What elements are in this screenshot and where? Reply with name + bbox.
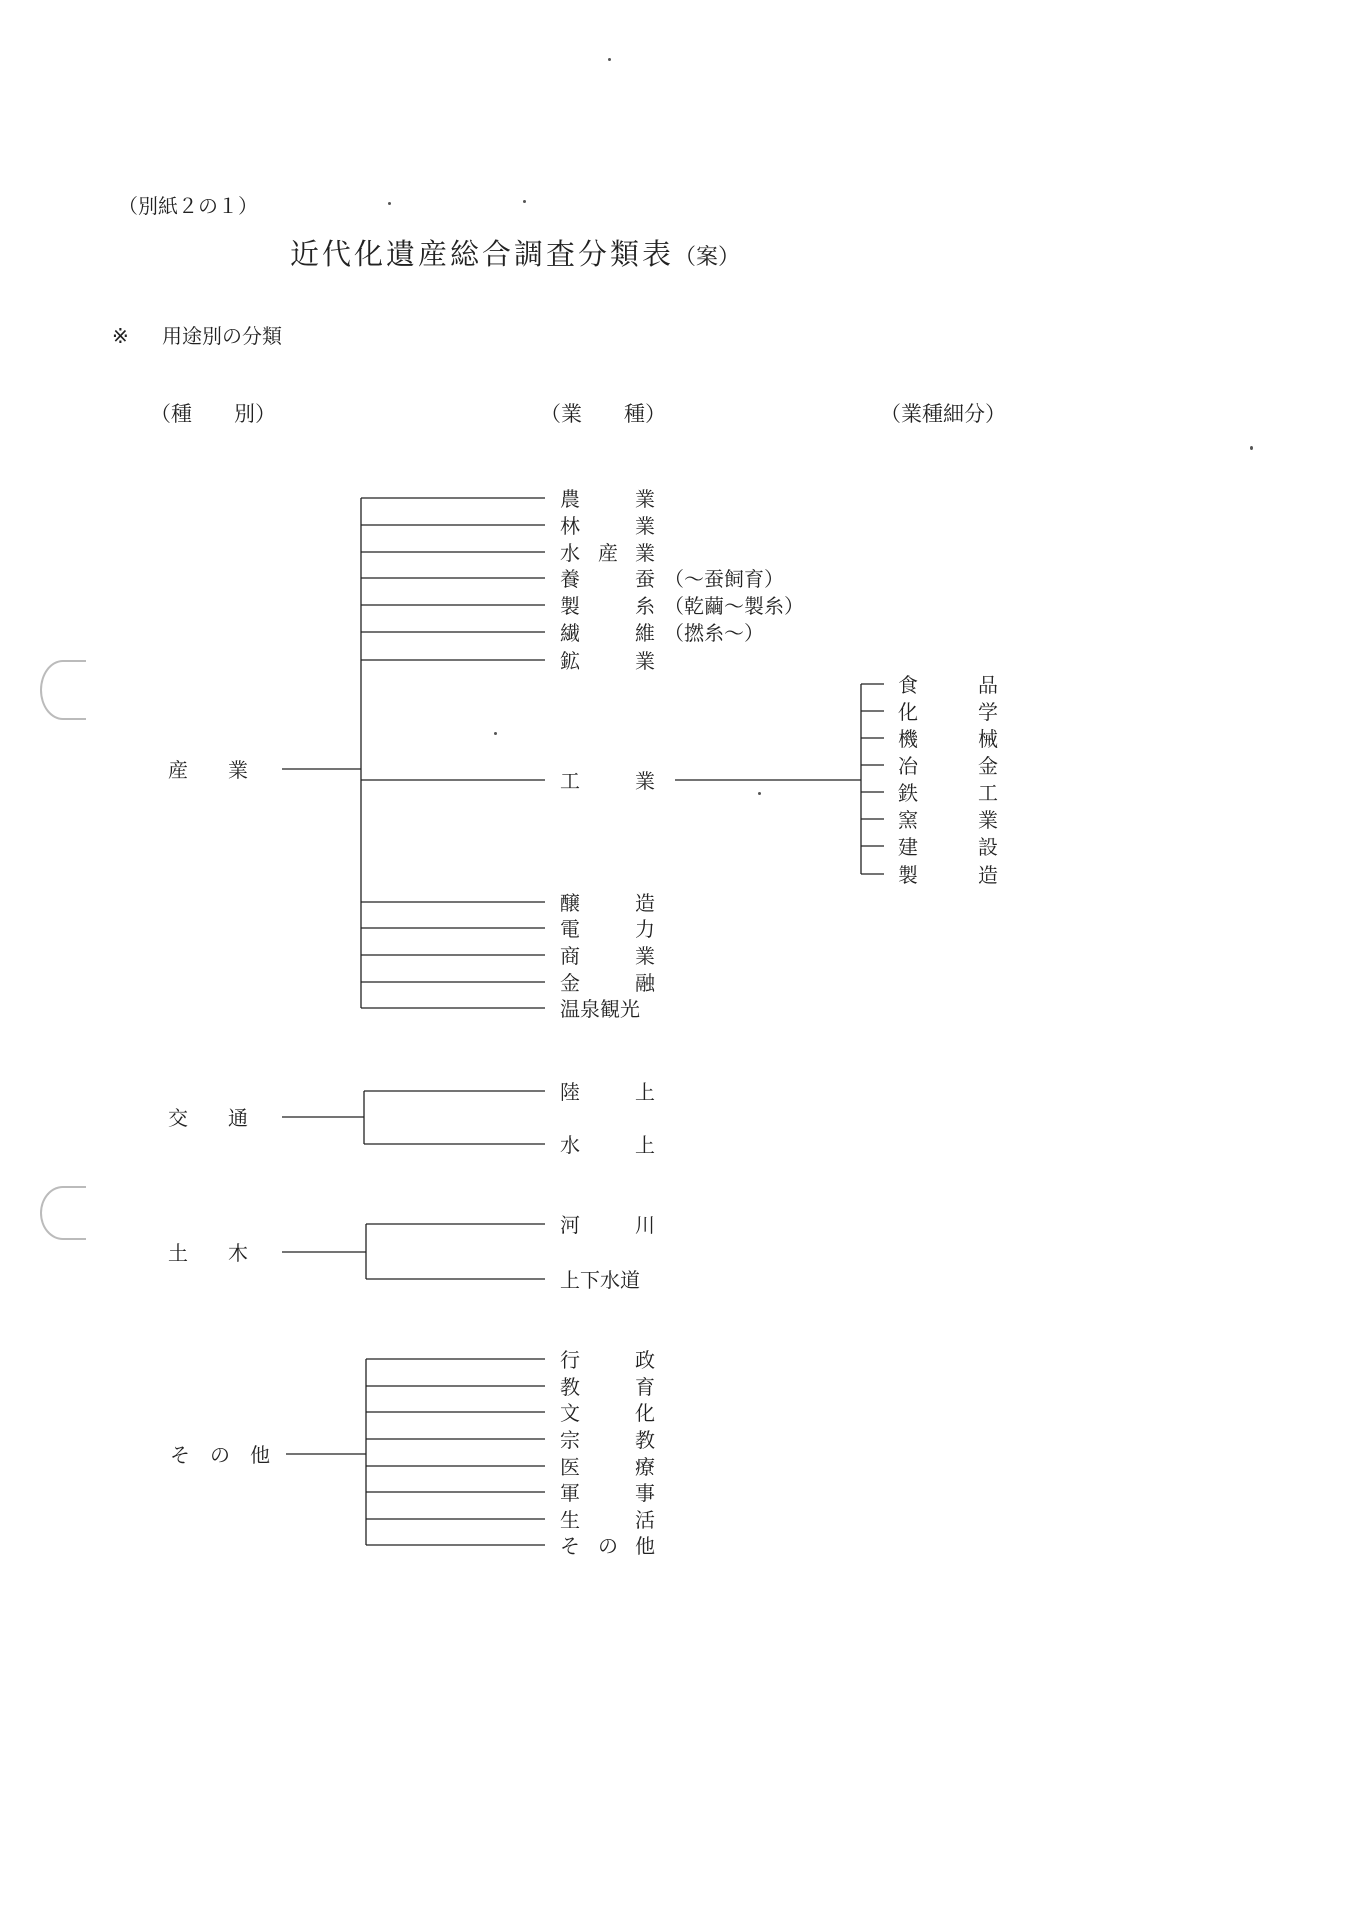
industry-note: （～蚕飼育） [664,567,784,591]
industry-note: （乾繭～製糸） [664,594,804,618]
column-header-industry: （業 種） [540,402,666,426]
title-draft-note: （案） [674,245,741,270]
category-label-transport: 交 通 [168,1106,248,1130]
attachment-label: （別紙２の１） [118,194,258,218]
page-title-text: 近代化遺産総合調査分類表 [290,237,675,271]
column-header-subdivision: （業種細分） [880,402,1006,426]
category-label-civil-engineering: 土 木 [168,1241,248,1265]
column-header-type: （種 別） [150,402,276,426]
note-text: 用途別の分類 [162,324,282,348]
category-label-industry: 産 業 [168,758,248,782]
industry-note: （撚糸～） [664,621,764,645]
category-label-other: そ の 他 [170,1443,270,1467]
note-mark: ※ [112,324,129,348]
